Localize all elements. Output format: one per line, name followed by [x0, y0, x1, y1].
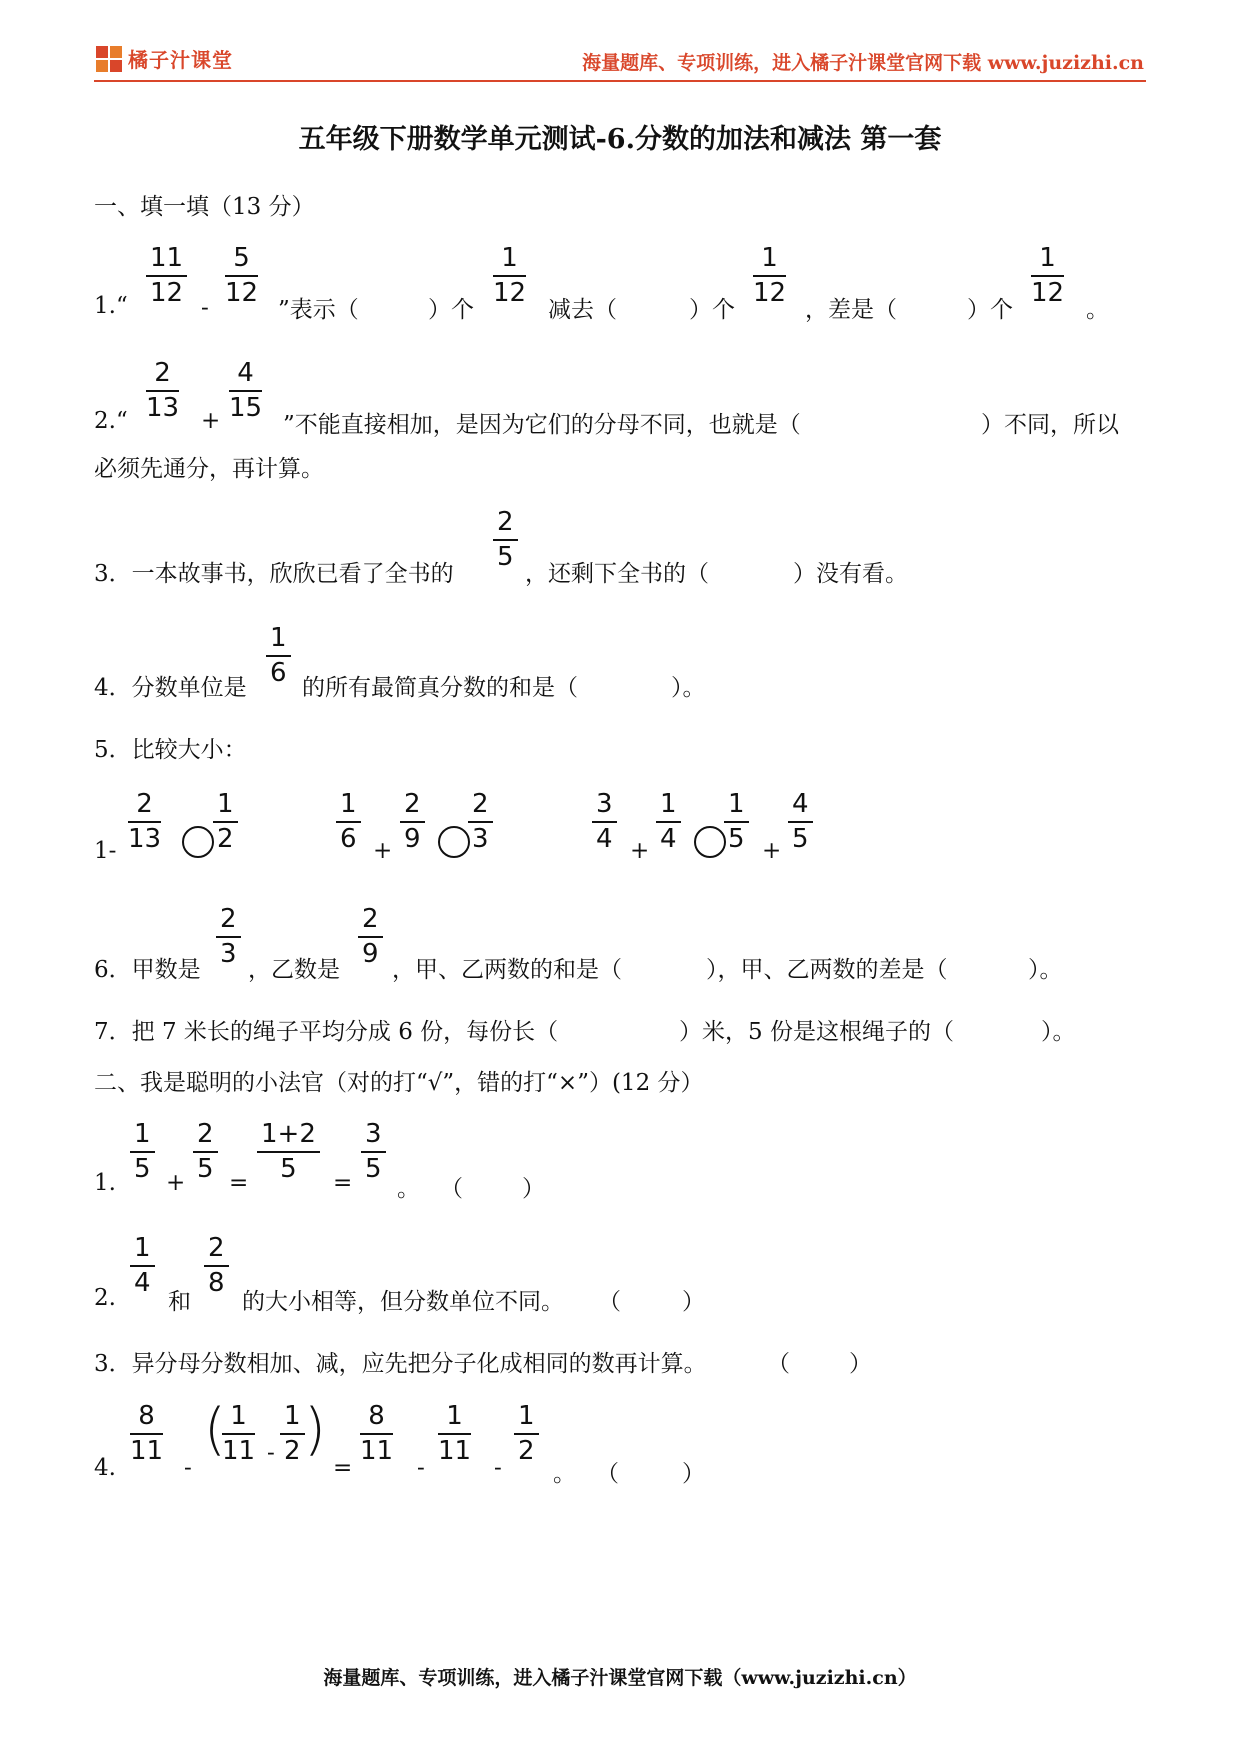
q5-b-plus: + [373, 838, 393, 864]
q5-text: 5．比较大小： [94, 737, 247, 763]
s2q3-answer-bracket-left[interactable]: （ [767, 1351, 790, 1377]
s2q4-fraction-4: 8 11 [360, 1401, 394, 1466]
s2q4-minus-4: - [494, 1455, 502, 1481]
q4-text-3: ）。 [671, 675, 706, 701]
q1-fraction-2: 5 12 [225, 243, 259, 308]
q3-text-1: 3．一本故事书，欣欣已看了全书的 [94, 561, 454, 587]
s2q1-equals-1: = [229, 1170, 249, 1196]
q3-text-3: ）没有看。 [793, 561, 908, 587]
q3-fraction: 2 5 [493, 506, 518, 574]
q1-fraction-4: 1 12 [753, 243, 787, 308]
q5-c-fraction-2: 1 4 [656, 788, 681, 856]
q5-a-fraction-1: 2 13 [128, 789, 162, 854]
q2-text-3: 必须先通分，再计算。 [94, 456, 324, 482]
q5-b-fraction-3: 2 3 [468, 788, 493, 856]
s2q2-fraction-1: 1 4 [130, 1232, 155, 1300]
q2-text-2: ）不同，所以 [981, 412, 1119, 438]
q5-c-fraction-3: 1 5 [724, 788, 749, 856]
s2q4-fraction-1: 8 11 [130, 1401, 164, 1466]
q1-text-2: ）个 [428, 297, 474, 323]
q5-compare-circle-3[interactable] [694, 826, 726, 858]
q2-prefix: 2.“ [94, 408, 128, 434]
s2q1-equals-2: = [333, 1170, 353, 1196]
q1-text-5: ，差是（ [805, 297, 897, 323]
s2q2-text: 的大小相等，但分数单位不同。 [242, 1289, 564, 1315]
q6-text-3: ，甲、乙两数的和是（ [392, 957, 622, 983]
q5-b-fraction-1: 1 6 [336, 788, 361, 856]
s2q4-fraction-5: 1 11 [438, 1401, 472, 1466]
q5-c-fraction-4: 4 5 [788, 788, 813, 856]
section1-heading: 一、填一填（13 分） [94, 194, 315, 220]
q2-op: + [201, 408, 221, 434]
q7-text-1: 7．把 7 米长的绳子平均分成 6 份，每份长（ [94, 1019, 559, 1045]
q5-c-plus-2: + [762, 838, 782, 864]
s2q3-text: 3．异分母分数相加、减，应先把分子化成相同的数再计算。 [94, 1351, 707, 1377]
q4-fraction: 1 6 [266, 622, 291, 690]
s2q4-left-paren: ( [204, 1397, 226, 1462]
q4-text-1: 4．分数单位是 [94, 675, 247, 701]
logo-text: 橘子汁课堂 [128, 48, 233, 72]
q1-text-4: ）个 [689, 297, 735, 323]
q4-text-2: 的所有最简真分数的和是（ [302, 675, 578, 701]
s2q4-minus-1: - [184, 1455, 192, 1481]
q7-text-2: ）米，5 份是这根绳子的（ [679, 1019, 954, 1045]
q1-prefix: 1.“ [94, 293, 128, 319]
s2q1-end: 。 [397, 1176, 420, 1202]
s2q4-fraction-2: 1 11 [222, 1401, 256, 1466]
header-divider [94, 80, 1146, 82]
logo-grid-icon [96, 46, 122, 72]
q3-text-2: ，还剩下全书的（ [525, 561, 709, 587]
page-title: 五年级下册数学单元测试-6.分数的加法和减法 第一套 [298, 124, 942, 155]
s2q1-answer-bracket-left[interactable]: （ [440, 1176, 463, 1202]
s2q1-plus: + [166, 1170, 186, 1196]
s2q2-fraction-2: 2 8 [204, 1232, 229, 1300]
q5-b-fraction-2: 2 9 [400, 788, 425, 856]
q2-fraction-1: 2 13 [146, 358, 180, 423]
q1-text-7: 。 [1086, 297, 1109, 323]
s2q4-minus-2: - [267, 1440, 275, 1466]
q1-text-6: ）个 [967, 297, 1013, 323]
s2q1-fraction-3: 1+2 5 [257, 1118, 320, 1186]
q7-text-3: ）。 [1041, 1019, 1076, 1045]
q6-text-5: ）。 [1028, 957, 1063, 983]
q1-op: - [201, 295, 209, 321]
s2q4-equals: = [333, 1455, 353, 1481]
s2q1-prefix: 1. [94, 1170, 116, 1196]
section2-heading: 二、我是聪明的小法官（对的打“√”，错的打“×”）(12 分） [94, 1070, 704, 1096]
q5-compare-circle-1[interactable] [182, 826, 214, 858]
q6-text-4: ），甲、乙两数的差是（ [706, 957, 948, 983]
q5-a-fraction-2: 1 2 [213, 788, 238, 856]
q6-fraction-2: 2 9 [358, 903, 383, 971]
q1-fraction-5: 1 12 [1031, 243, 1065, 308]
s2q2-and: 和 [168, 1289, 191, 1315]
s2q2-prefix: 2. [94, 1285, 116, 1311]
s2q4-answer-bracket-right[interactable]: ） [682, 1461, 705, 1487]
s2q4-answer-bracket-left[interactable]: （ [596, 1461, 619, 1487]
q5-lead: 1- [94, 838, 117, 864]
s2q4-right-paren: ) [304, 1397, 326, 1462]
s2q1-fraction-4: 3 5 [361, 1118, 386, 1186]
s2q1-answer-bracket-right[interactable]: ） [522, 1176, 545, 1202]
q2-fraction-2: 4 15 [229, 358, 263, 423]
brand-logo [96, 44, 233, 73]
q5-c-plus-1: + [630, 838, 650, 864]
s2q1-fraction-1: 1 5 [130, 1118, 155, 1186]
q6-fraction-1: 2 3 [216, 903, 241, 971]
s2q4-end: 。 [553, 1461, 576, 1487]
q5-compare-circle-2[interactable] [438, 826, 470, 858]
q2-text-1: ”不能直接相加，是因为它们的分母不同，也就是（ [283, 412, 801, 438]
s2q2-answer-bracket-left[interactable]: （ [598, 1289, 621, 1315]
q1-text-1: ”表示（ [278, 297, 359, 323]
q1-fraction-3: 1 12 [493, 243, 527, 308]
s2q1-fraction-2: 2 5 [193, 1118, 218, 1186]
q1-text-3: 减去（ [548, 297, 617, 323]
s2q4-minus-3: - [417, 1455, 425, 1481]
footer-text: 海量题库、专项训练，进入橘子汁课堂官网下载（www.juzizhi.cn） [323, 1667, 917, 1689]
q6-text-1: 6．甲数是 [94, 957, 201, 983]
s2q4-fraction-3: 1 2 [280, 1400, 305, 1468]
s2q4-fraction-6: 1 2 [514, 1400, 539, 1468]
header-tagline: 海量题库、专项训练，进入橘子汁课堂官网下载 www.juzizhi.cn [582, 52, 1144, 74]
s2q3-answer-bracket-right[interactable]: ） [849, 1351, 872, 1377]
q1-fraction-1: 11 12 [146, 242, 187, 310]
s2q4-prefix: 4. [94, 1455, 116, 1481]
q5-c-fraction-1: 3 4 [592, 788, 617, 856]
q6-text-2: ，乙数是 [248, 957, 340, 983]
s2q2-answer-bracket-right[interactable]: ） [682, 1289, 705, 1315]
